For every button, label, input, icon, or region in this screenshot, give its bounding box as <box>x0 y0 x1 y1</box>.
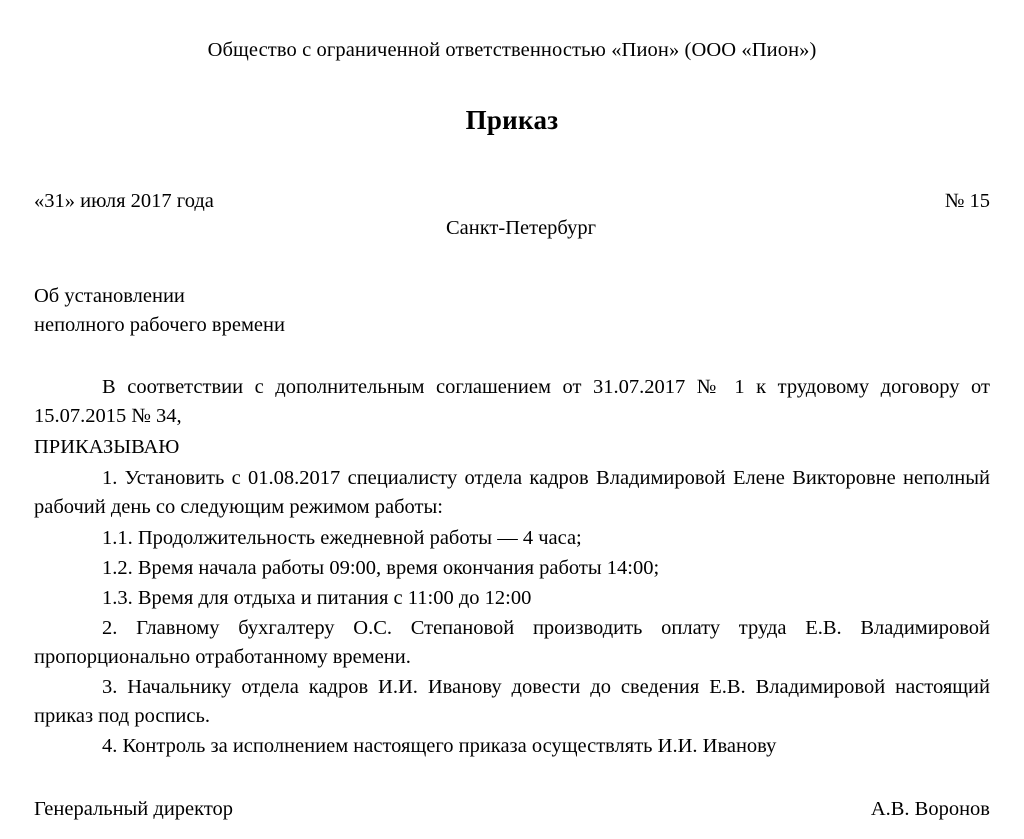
document-subject <box>34 282 990 341</box>
order-item-2: 2. Главному бухгалтеру О.С. Степановой производить оплату труда Е.В. Владимировой пропорционально отработанному времени. <box>34 616 990 669</box>
document-date: «31» июля 2017 года <box>34 189 214 212</box>
document-title: Приказ <box>465 104 559 135</box>
signature-block <box>34 798 990 821</box>
subject-line-1: Об установлении <box>34 284 185 307</box>
order-item-3: 3. Начальнику отдела кадров И.И. Иванову довести до сведения Е.В. Владимировой настоящий приказ под роспись. <box>34 676 990 728</box>
document-body <box>34 373 990 761</box>
order-keyword: ПРИКАЗЫВАЮ <box>34 436 180 459</box>
document-number: № 15 <box>944 189 990 212</box>
organization-name: Общество с ограниченной ответственностью «Пион» (ООО «Пион») <box>207 39 817 61</box>
order-item-1-3: 1.3. Время для отдыха и питания с 11:00 до 12:00 <box>102 586 532 609</box>
order-item-1: 1. Установить с 01.08.2017 специалисту отдела кадров Владимировой Елене Викторовне неполный рабочий день со следующим режимом работы: <box>34 467 990 519</box>
signatory-position: Генеральный директор <box>34 798 234 820</box>
order-item-4: 4. Контроль за исполнением настоящего приказа осуществлять И.И. Иванову <box>102 735 777 758</box>
preamble-paragraph: В соответствии с дополнительным соглашением от 31.07.2017 № 1 к трудовому договору от 15.07.2015 № 34, <box>34 376 990 428</box>
signatory-name: А.В. Воронов <box>870 798 990 820</box>
order-item-1-2: 1.2. Время начала работы 09:00, время окончания работы 14:00; <box>102 556 660 579</box>
subject-line-2: неполного рабочего времени <box>34 314 285 337</box>
document-meta <box>34 190 990 213</box>
document-city: Санкт-Петербург <box>446 216 596 239</box>
order-item-1-1: 1.1. Продолжительность ежедневной работы — 4 часа; <box>102 526 582 549</box>
